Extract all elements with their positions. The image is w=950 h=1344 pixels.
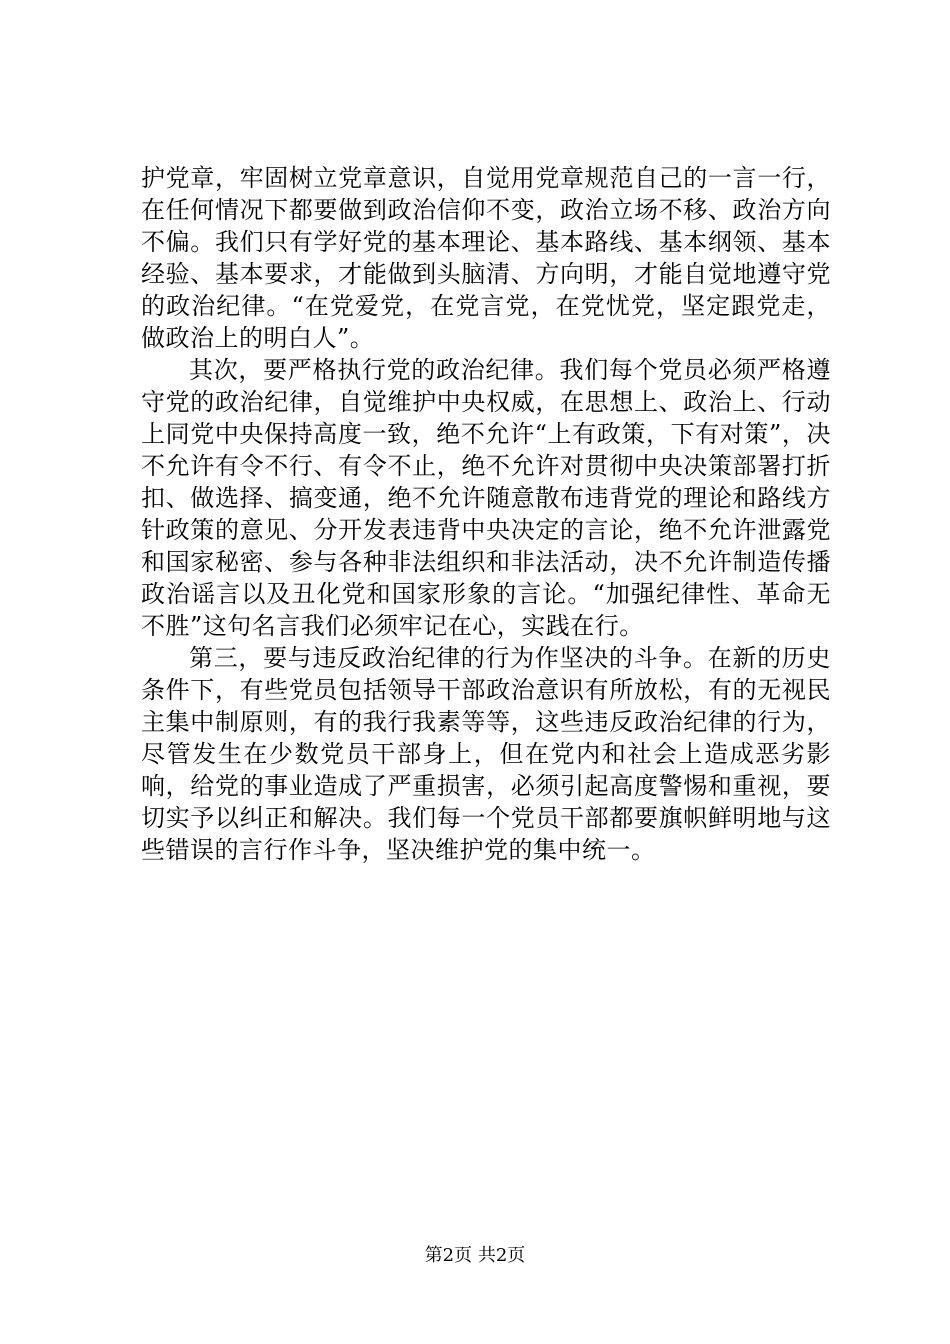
page-footer: 第2页 共2页	[424, 1245, 526, 1266]
paragraph-third-point: 第三，要与违反政治纪律的行为作坚决的斗争。在新的历史条件下，有些党员包括领导干部政治意识有所放松，有的无视民主集中制原则，有的我行我素等等，这些违反政治纪律的行为，尽管发生在少数党员干部身上，但在党内和社会上造成恶劣影响，给党的事业造成了严重损害，必须引起高度警惕和重视，要切实予以纠正和解决。我们每一个党员干部都要旗帜鲜明地与这些错误的言行作斗争，坚决维护党的集中统一。	[141, 644, 831, 864]
paragraph-continuation: 护党章，牢固树立党章意识，自觉用党章规范自己的一言一行，在任何情况下都要做到政治信仰不变，政治立场不移、政治方向不偏。我们只有学好党的基本理论、基本路线、基本纲领、基本经验、基本要求，才能做到头脑清、方向明，才能自觉地遵守党的政治纪律。“在党爱党，在党言党，在党忧党，坚定跟党走，做政治上的明白人”。	[141, 164, 831, 352]
document-body	[141, 162, 831, 866]
paragraph-second-point: 其次，要严格执行党的政治纪律。我们每个党员必须严格遵守党的政治纪律，自觉维护中央权威，在思想上、政治上、行动上同党中央保持高度一致，绝不允许“上有政策，下有对策”，决不允许有令不行、有令不止，绝不允许对贯彻中央决策部署打折扣、做选择、搞变通，绝不允许随意散布违背党的理论和路线方针政策的意见、分开发表违背中央决定的言论，绝不允许泄露党和国家秘密、参与各种非法组织和非法活动，决不允许制造传播政治谣言以及丑化党和国家形象的言论。“加强纪律性、革命无不胜”这句名言我们必须牢记在心，实践在行。	[141, 356, 831, 640]
